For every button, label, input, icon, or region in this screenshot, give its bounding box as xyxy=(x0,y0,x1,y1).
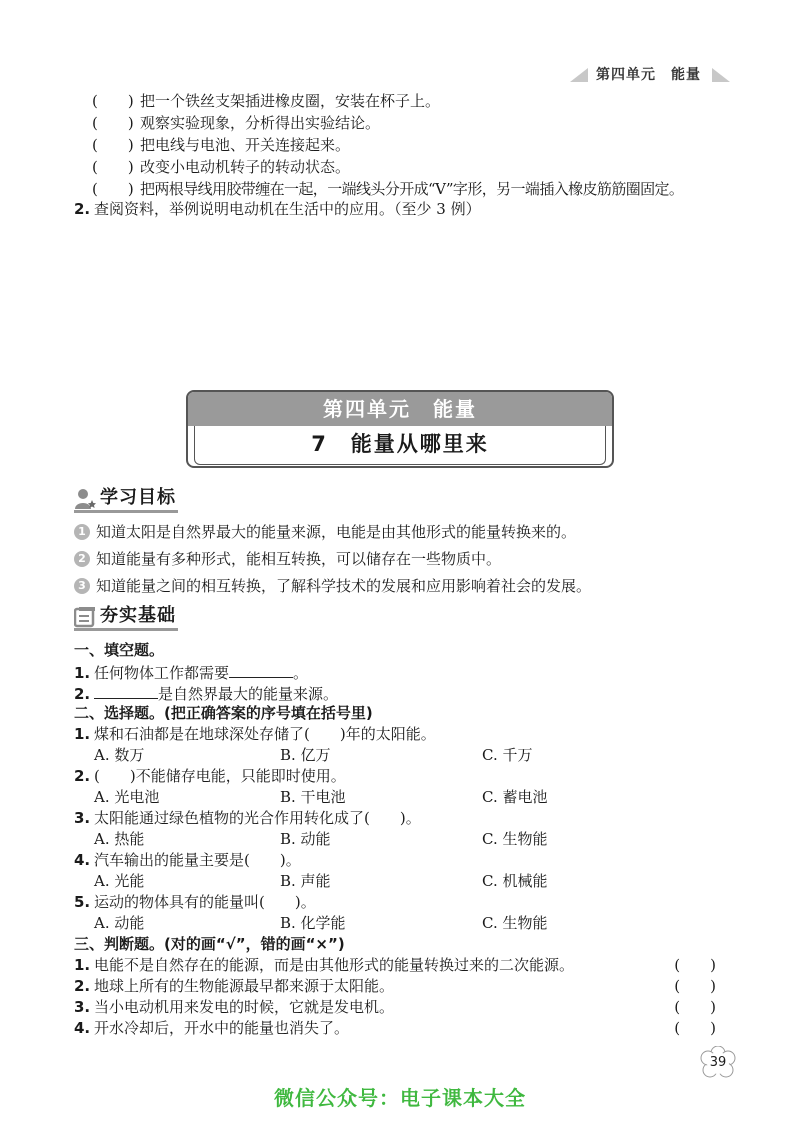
step-item: ( ) 把两根导线用胶带缠在一起，一端线头分开成“V”字形，另一端插入橡皮筋筋圈固定。 xyxy=(92,180,684,198)
question-text: 汽车输出的能量主要是( )。 xyxy=(94,851,301,869)
option-c[interactable]: C. 蓄电池 xyxy=(482,788,548,806)
header-decoration-right xyxy=(712,68,730,82)
goals-section-header xyxy=(74,486,178,512)
question-number: 1. xyxy=(74,664,91,682)
option-c[interactable]: C. 机械能 xyxy=(482,872,548,890)
question-text: 是自然界最大的能量来源。 xyxy=(158,685,339,703)
goal-text: 知道太阳是自然界最大的能量来源，电能是由其他形式的能量转换来的。 xyxy=(96,523,577,541)
choice-question xyxy=(74,766,346,786)
question-number: 2. xyxy=(74,685,91,703)
option-a[interactable]: A. 数万 xyxy=(94,746,145,764)
question-text: 运动的物体具有的能量叫( )。 xyxy=(94,893,316,911)
section-underline xyxy=(74,628,178,631)
option-c[interactable]: C. 千万 xyxy=(482,746,533,764)
option-b[interactable]: B. 动能 xyxy=(280,830,331,848)
option-c[interactable]: C. 生物能 xyxy=(482,830,548,848)
question-number: 3. xyxy=(74,809,91,827)
question-text: 煤和石油都是在地球深处存储了( )年的太阳能。 xyxy=(94,725,436,743)
answer-parentheses[interactable]: ( ) xyxy=(674,1019,716,1037)
judge-question xyxy=(74,997,394,1017)
choice-question xyxy=(74,892,316,912)
question-text: 开水冷却后，开水中的能量也消失了。 xyxy=(94,1019,350,1037)
question-number: 3. xyxy=(74,998,91,1016)
learner-icon xyxy=(74,488,96,510)
step-text: 把电线与电池、开关连接起来。 xyxy=(140,136,351,154)
option-c[interactable]: C. 生物能 xyxy=(482,914,548,932)
option-b[interactable]: B. 干电池 xyxy=(280,788,346,806)
question-2 xyxy=(74,199,481,219)
step-text: 观察实验现象，分析得出实验结论。 xyxy=(140,114,381,132)
question-text: 地球上所有的生物能源最早都来源于太阳能。 xyxy=(94,977,395,995)
header-text xyxy=(596,64,701,84)
answer-parentheses[interactable]: ( ) xyxy=(674,998,716,1016)
question-number: 2. xyxy=(74,200,91,218)
option-a[interactable]: A. 光电池 xyxy=(94,788,160,806)
fill-question-1 xyxy=(74,661,308,683)
page-number-badge xyxy=(700,1046,736,1080)
book-icon xyxy=(74,606,96,628)
footer-watermark: 微信公众号：电子课本大全 xyxy=(274,1086,526,1110)
fill-heading: 一、填空题。 xyxy=(74,641,165,659)
header-topic: 能量 xyxy=(671,67,701,83)
question-text: 电能不是自然存在的能源，而是由其他形式的能量转换过来的二次能源。 xyxy=(94,956,575,974)
basics-section-header xyxy=(74,604,178,630)
question-text: 任何物体工作都需要 xyxy=(94,664,230,682)
goal-text: 知道能量之间的相互转换，了解科学技术的发展和应用影响着社会的发展。 xyxy=(96,577,592,595)
answer-parentheses[interactable]: ( ) xyxy=(674,977,716,995)
goals-section-title: 学习目标 xyxy=(100,487,176,508)
question-text: 当小电动机用来发电的时候，它就是发电机。 xyxy=(94,998,395,1016)
question-text: 查阅资料，举例说明电动机在生活中的应用。（至少 3 例） xyxy=(94,200,481,218)
goal-number-badge: 3 xyxy=(74,578,90,594)
running-header xyxy=(570,64,730,86)
question-number: 2. xyxy=(74,977,91,995)
question-number: 5. xyxy=(74,893,91,911)
unit-title: 第四单元 能量 xyxy=(188,392,612,426)
choice-question xyxy=(74,808,421,828)
unit-title-box xyxy=(186,390,614,468)
option-a[interactable]: A. 光能 xyxy=(94,872,145,890)
answer-parentheses[interactable]: ( ) xyxy=(674,956,716,974)
step-item: ( ) 把一个铁丝支架插进橡皮圈，安装在杯子上。 xyxy=(92,92,441,110)
option-a[interactable]: A. 动能 xyxy=(94,914,145,932)
answer-blank[interactable] xyxy=(229,661,293,678)
question-number: 4. xyxy=(74,851,91,869)
page-number: 39 xyxy=(709,1055,727,1070)
question-text: 太阳能通过绿色植物的光合作用转化成了( )。 xyxy=(94,809,421,827)
judge-heading: 三、判断题。(对的画“√”，错的画“×”) xyxy=(74,935,345,953)
goal-number-badge: 2 xyxy=(74,551,90,567)
goal-number-badge: 1 xyxy=(74,524,90,540)
step-item: ( ) 观察实验现象，分析得出实验结论。 xyxy=(92,114,381,132)
judge-question xyxy=(74,1018,349,1038)
header-decoration-left xyxy=(570,68,588,82)
goal-text: 知道能量有多种形式，能相互转换，可以储存在一些物质中。 xyxy=(96,550,502,568)
choice-question xyxy=(74,724,436,744)
option-b[interactable]: B. 化学能 xyxy=(280,914,346,932)
question-number: 2. xyxy=(74,767,91,785)
option-a[interactable]: A. 热能 xyxy=(94,830,145,848)
choice-heading: 二、选择题。(把正确答案的序号填在括号里) xyxy=(74,704,373,722)
question-number: 1. xyxy=(74,956,91,974)
fill-question-2 xyxy=(74,682,338,704)
step-text: 把一个铁丝支架插进橡皮圈，安装在杯子上。 xyxy=(140,92,441,110)
question-text: 。 xyxy=(293,664,309,682)
basics-section-title: 夯实基础 xyxy=(100,605,176,626)
lesson-title: 7 能量从哪里来 xyxy=(194,426,606,465)
question-text: ( )不能储存电能，只能即时使用。 xyxy=(94,767,346,785)
option-b[interactable]: B. 亿万 xyxy=(280,746,331,764)
section-underline xyxy=(74,510,178,513)
step-text: 把两根导线用胶带缠在一起，一端线头分开成“V”字形，另一端插入橡皮筋筋圈固定。 xyxy=(140,180,684,198)
question-number: 1. xyxy=(74,725,91,743)
step-item: ( ) 改变小电动机转子的转动状态。 xyxy=(92,158,351,176)
question-number: 4. xyxy=(74,1019,91,1037)
header-unit: 第四单元 xyxy=(596,67,656,83)
judge-question xyxy=(74,955,574,975)
judge-question xyxy=(74,976,394,996)
step-text: 改变小电动机转子的转动状态。 xyxy=(140,158,351,176)
option-b[interactable]: B. 声能 xyxy=(280,872,331,890)
choice-question xyxy=(74,850,301,870)
answer-blank[interactable] xyxy=(94,682,158,699)
step-item: ( ) 把电线与电池、开关连接起来。 xyxy=(92,136,351,154)
